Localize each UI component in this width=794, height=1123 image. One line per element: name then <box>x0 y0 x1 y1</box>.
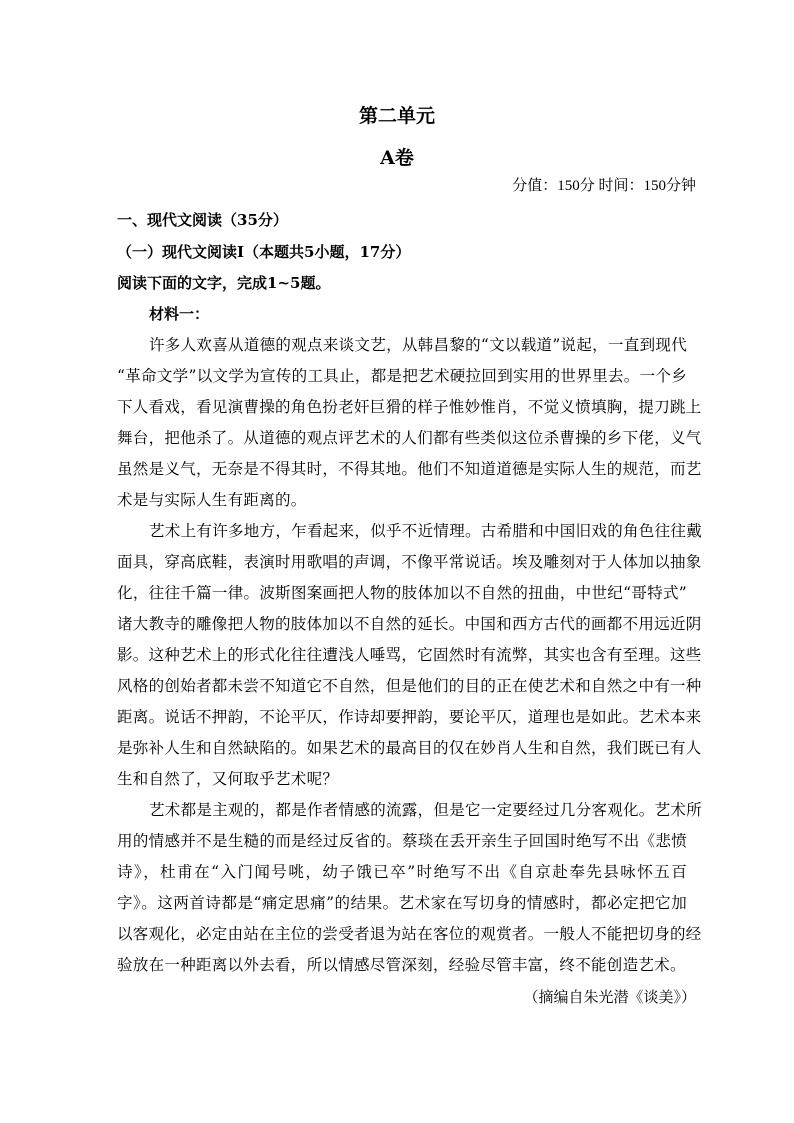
section-subheading: （一）现代文阅读Ⅰ（本题共5小题，17分） <box>117 243 411 261</box>
text-line: 舞台，把他杀了。从道德的观点评艺术的人们都有些类似这位杀曹操的乡下佬，义气 <box>117 429 702 447</box>
text-line: 许多人欢喜从道德的观点来谈文艺，从韩昌黎的“文以载道”说起，一直到现代 <box>149 336 687 354</box>
score-time-info: 分值：150分 时间：150分钟 <box>512 178 696 194</box>
text-line: 生和自然了，又何取乎艺术呢？ <box>117 770 339 788</box>
material-label: 材料一： <box>149 305 210 323</box>
text-line: 验放在一种距离以外去看，所以情感尽管深刻，经验尽管丰富，终不能创造艺术。 <box>117 956 686 974</box>
text-line: 化，往往千篇一律。波斯图案画把人物的肢体加以不自然的扭曲，中世纪“哥特式” <box>117 584 687 602</box>
text-line: 术是与实际人生有距离的。 <box>117 491 307 509</box>
text-line: 下人看戏，看见演曹操的角色扮老奸巨猾的样子惟妙惟肖，不觉义愤填胸，提刀跳上 <box>117 398 702 416</box>
text-line: 风格的创始者都未尝不知道它不自然，但是他们的目的正在使艺术和自然之中有一种 <box>117 677 702 695</box>
text-line: 诗》，杜甫在“入门闻号咷，幼子饿已卒”时绝写不出《自京赴奉先县咏怀五百 <box>117 863 687 881</box>
section-heading: 一、现代文阅读（35分） <box>117 211 288 229</box>
text-line: 诸大教寺的雕像把人物的肢体加以不自然的延长。中国和西方古代的画都不用远近阴 <box>117 615 702 633</box>
text-line: “革命文学”以文学为宣传的工具止，都是把艺术硬拉回到实用的世界里去。一个乡 <box>117 367 687 385</box>
text-line: 面具，穿高底鞋，表演时用歌唱的声调，不像平常说话。埃及雕刻对于人体加以抽象 <box>117 553 702 571</box>
text-line: 字》。这两首诗都是“痛定思痛”的结果。艺术家在写切身的情感时，都必定把它加 <box>117 894 687 912</box>
text-line: 艺术都是主观的，都是作者情感的流露，但是它一定要经过几分客观化。艺术所 <box>149 801 703 819</box>
text-line: 影。这种艺术上的形式化往往遭浅人唾骂，它固然时有流弊，其实也含有至理。这些 <box>117 646 702 664</box>
volume-title: A卷 <box>380 147 414 169</box>
text-line: 虽然是义气，无奈是不得其时，不得其地。他们不知道道德是实际人生的规范，而艺 <box>117 460 702 478</box>
text-line: 艺术上有许多地方，乍看起来，似乎不近情理。古希腊和中国旧戏的角色往往戴 <box>149 522 703 540</box>
text-line: 距离。说话不押韵，不论平仄，作诗却要押韵，要论平仄，道理也是如此。艺术本来 <box>117 708 702 726</box>
text-line: 是弥补人生和自然缺陷的。如果艺术的最高目的仅在妙肖人生和自然，我们既已有人 <box>117 739 702 757</box>
unit-title: 第二单元 <box>358 105 435 127</box>
text-line: 以客观化，必定由站在主位的尝受者退为站在客位的观赏者。一般人不能把切身的经 <box>117 925 702 943</box>
reading-instruction: 阅读下面的文字，完成1~5题。 <box>117 274 331 292</box>
text-line: 用的情感并不是生糙的而是经过反省的。蔡琰在丢开亲生子回国时绝写不出《悲愤 <box>117 832 687 850</box>
source-citation: （摘编自朱光潜《谈美》） <box>523 988 696 1006</box>
